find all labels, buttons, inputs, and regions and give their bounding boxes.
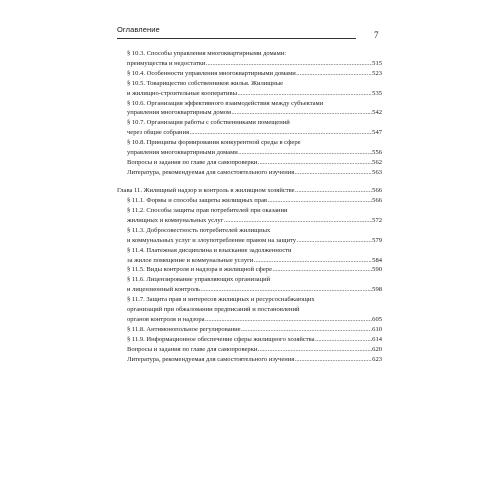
toc-page-number: 579 [372, 236, 382, 244]
toc-chapter-entry[interactable] [117, 186, 382, 196]
toc-entry[interactable] [117, 275, 382, 295]
page-number: 7 [374, 30, 379, 40]
toc-entry[interactable] [117, 265, 382, 275]
toc-entry[interactable] [117, 226, 382, 246]
header-rule [117, 38, 356, 39]
toc-page-number: 572 [372, 216, 382, 224]
dot-leader [254, 256, 372, 266]
dot-leader [295, 355, 372, 365]
toc-entry-text: преимущества и недостатки [127, 59, 206, 67]
toc-entry[interactable] [117, 49, 382, 69]
dot-leader [237, 89, 371, 99]
toc-entry-text: § 11.2. Способы защиты прав потребителей при оказании [127, 206, 288, 214]
toc-page-number: 562 [372, 158, 382, 166]
dot-leader [206, 59, 372, 69]
toc-entry[interactable] [117, 69, 382, 79]
toc-entry-line [127, 108, 382, 118]
toc-entry[interactable] [117, 138, 382, 158]
toc-entry-line [127, 285, 382, 295]
toc-page-number: 542 [372, 109, 382, 117]
dot-leader [258, 158, 372, 168]
dot-leader [241, 325, 372, 335]
toc-entry-text: § 11.8. Антимонопольное регулирование [127, 325, 241, 333]
toc-entry[interactable] [117, 168, 382, 178]
toc-entry[interactable] [117, 335, 382, 345]
toc-entry-text: жилищных и коммунальных услуг [127, 216, 224, 224]
toc-page-number: 515 [372, 59, 382, 67]
toc-entry-line [127, 325, 382, 335]
toc-entry[interactable] [117, 118, 382, 138]
toc-page-number: 614 [372, 335, 382, 343]
toc-entry-line [127, 69, 382, 79]
toc-entry-line [127, 89, 382, 99]
toc-entry[interactable] [117, 295, 382, 325]
toc-page-number: 598 [372, 286, 382, 294]
toc-entry[interactable] [117, 355, 382, 365]
toc-entry-text: и жилищно-строительные кооперативы [127, 89, 237, 97]
toc-page-number: 523 [372, 69, 382, 77]
running-header-title: Оглавление [117, 25, 160, 34]
toc-entry-line [127, 335, 382, 345]
toc-page-number: 584 [372, 256, 382, 264]
toc-entry-text: за жилое помещение и коммунальные услуги [127, 256, 254, 264]
toc-entry-text: Литература, рекомендуемая для самостоятельного изучения [127, 168, 295, 176]
toc-entry-line [127, 196, 382, 206]
toc-entry-text: управления многоквартирными домами [127, 149, 238, 157]
dot-leader [190, 128, 372, 138]
toc-entry-text: § 11.5. Виды контроля и надзора в жилищной сфере [127, 266, 272, 274]
toc-entry-text: § 10.4. Особенности управления многоквартирными домами [127, 69, 296, 77]
toc-entry-text: Вопросы и задания по главе для самопроверки [127, 345, 258, 353]
dot-leader [315, 335, 372, 345]
toc-entry-line [127, 168, 382, 178]
toc-entry-text: § 11.1. Формы и способы защиты жилищных прав [127, 197, 268, 205]
toc-entry[interactable] [117, 246, 382, 266]
toc-entry-text: через общие собрания [127, 129, 190, 137]
dot-leader [295, 168, 372, 178]
dot-leader [201, 285, 372, 295]
toc-entry-text: § 11.4. Платежная дисциплина и взыскание задолженности [127, 246, 292, 254]
toc-entry-text: организаций при обжаловании предписаний и постановлений [127, 306, 300, 314]
toc-entry[interactable] [117, 158, 382, 168]
toc-entry-line [127, 216, 382, 226]
toc-entry-text: § 11.3. Добросовестность потребителей жилищных [127, 226, 271, 234]
toc-page-number: 620 [372, 345, 382, 353]
dot-leader [232, 108, 372, 118]
toc-entry-text: и лицензионный контроль [127, 286, 201, 294]
toc-entry[interactable] [117, 325, 382, 335]
toc-entry-line [127, 256, 382, 266]
toc-entry-line [117, 186, 382, 196]
toc-entry-line [127, 158, 382, 168]
dot-leader [224, 216, 372, 226]
toc-entry[interactable] [117, 79, 382, 99]
toc-entry-line [127, 355, 382, 365]
toc-entry-text: § 11.6. Лицензирование управляющих организаций [127, 276, 271, 284]
toc-entry-text: § 10.8. Принципы формирования конкурентной среды в сфере [127, 139, 301, 147]
toc-entry-line [127, 59, 382, 69]
toc-entry-text: и коммунальных услуг и злоупотребление правом на защиту [127, 236, 297, 244]
table-of-contents [117, 49, 382, 364]
toc-entry-text: § 10.7. Организация работы с собственниками помещений [127, 119, 290, 127]
toc-entry-line [127, 236, 382, 246]
toc-entry-text: § 10.6. Организация эффективного взаимодействия между субъектами [127, 99, 324, 107]
toc-entry-text: Вопросы и задания по главе для самопроверки [127, 158, 258, 166]
toc-page-number: 623 [372, 355, 382, 363]
dot-leader [295, 186, 372, 196]
dot-leader [296, 69, 371, 79]
toc-entry-text: Литература, рекомендуемая для самостоятельного изучения [127, 355, 295, 363]
toc-page-number: 566 [372, 186, 382, 194]
toc-entry[interactable] [117, 206, 382, 226]
toc-entry-line [127, 148, 382, 158]
toc-page-number: 610 [372, 325, 382, 333]
toc-entry-text: § 10.5. Товарищество собственников жилья. Жилищные [127, 79, 284, 87]
toc-entry[interactable] [117, 196, 382, 206]
toc-entry-text: Глава 11. Жилищный надзор и контроль в жилищном хозяйстве [117, 186, 295, 194]
toc-page-number: 556 [372, 149, 382, 157]
toc-entry-line [127, 345, 382, 355]
toc-entry-text: § 11.9. Информационное обеспечение сферы жилищного хозяйства [127, 335, 315, 343]
toc-entry-line [127, 265, 382, 275]
dot-leader [258, 345, 372, 355]
toc-entry-line [127, 315, 382, 325]
dot-leader [268, 196, 372, 206]
toc-entry-text: § 11.7. Защита прав и интересов жилищных и ресурсоснабжающих [127, 296, 315, 304]
dot-leader [205, 315, 372, 325]
toc-entry[interactable] [117, 345, 382, 355]
toc-entry-text: управления многоквартирным домом [127, 109, 232, 117]
toc-page-number: 535 [372, 89, 382, 97]
toc-page-number: 547 [372, 129, 382, 137]
toc-entry-text: органов контроля и надзора [127, 315, 205, 323]
toc-entry[interactable] [117, 99, 382, 119]
toc-page-number: 563 [372, 168, 382, 176]
toc-entry-line [127, 128, 382, 138]
toc-entry-text: § 10.3. Способы управления многоквартирными домами: [127, 50, 287, 57]
toc-page-number: 590 [372, 266, 382, 274]
toc-page-number: 566 [372, 197, 382, 205]
dot-leader [238, 148, 371, 158]
dot-leader [297, 236, 372, 246]
dot-leader [272, 265, 371, 275]
toc-page-number: 605 [372, 315, 382, 323]
